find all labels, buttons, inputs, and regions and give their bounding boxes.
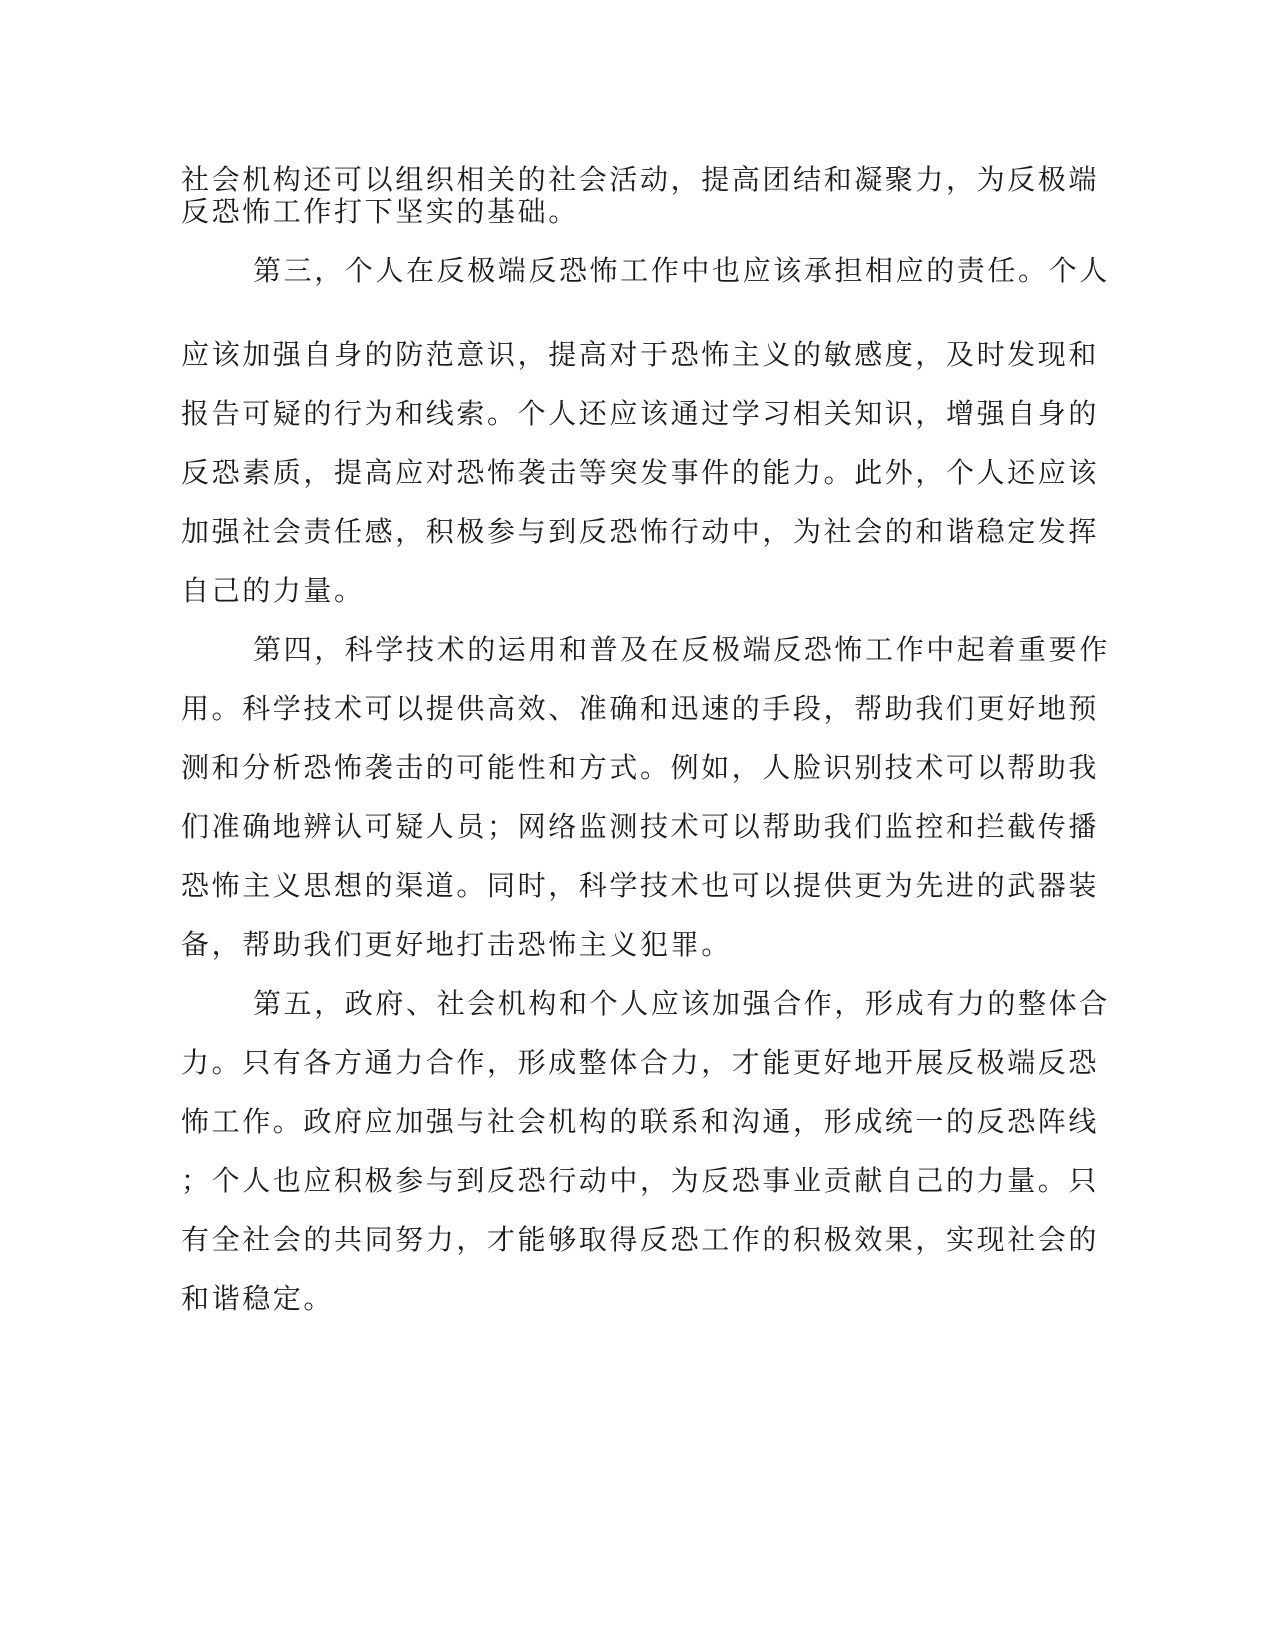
text-line: 有全社会的共同努力，才能够取得反恐工作的积极效果，实现社会的 xyxy=(181,1223,1100,1256)
text-line: 备，帮助我们更好地打击恐怖主义犯罪。 xyxy=(181,928,732,961)
text-line: 反恐怖工作打下坚实的基础。 xyxy=(181,195,579,228)
text-line: 社会机构还可以组织相关的社会活动，提高团结和凝聚力，为反极端 xyxy=(181,163,1100,196)
paragraph-start-line: 第三，个人在反极端反恐怖工作中也应该承担相应的责任。个人 xyxy=(253,254,1110,287)
text-line: 力。只有各方通力合作，形成整体合力，才能更好地开展反极端反恐 xyxy=(181,1046,1100,1079)
text-line: 怖工作。政府应加强与社会机构的联系和沟通，形成统一的反恐阵线 xyxy=(181,1105,1100,1138)
paragraph-start-line: 第四，科学技术的运用和普及在反极端反恐怖工作中起着重要作 xyxy=(253,633,1110,666)
text-line: 测和分析恐怖袭击的可能性和方式。例如，人脸识别技术可以帮助我 xyxy=(181,751,1100,784)
text-line: 自己的力量。 xyxy=(181,574,365,607)
text-line: 应该加强自身的防范意识，提高对于恐怖主义的敏感度，及时发现和 xyxy=(181,338,1100,371)
text-line: 反恐素质，提高应对恐怖袭击等突发事件的能力。此外，个人还应该 xyxy=(181,456,1100,489)
text-line: 报告可疑的行为和线索。个人还应该通过学习相关知识，增强自身的 xyxy=(181,397,1100,430)
text-line: 和谐稳定。 xyxy=(181,1282,335,1315)
text-line: 加强社会责任感，积极参与到反恐怖行动中，为社会的和谐稳定发挥 xyxy=(181,515,1100,548)
paragraph-start-line: 第五，政府、社会机构和个人应该加强合作，形成有力的整体合 xyxy=(253,987,1110,1020)
text-line: 们准确地辨认可疑人员；网络监测技术可以帮助我们监控和拦截传播 xyxy=(181,810,1100,843)
text-line: ；个人也应积极参与到反恐行动中，为反恐事业贡献自己的力量。只 xyxy=(181,1164,1100,1197)
text-line: 用。科学技术可以提供高效、准确和迅速的手段，帮助我们更好地预 xyxy=(181,692,1100,725)
text-line: 恐怖主义思想的渠道。同时，科学技术也可以提供更为先进的武器装 xyxy=(181,869,1100,902)
